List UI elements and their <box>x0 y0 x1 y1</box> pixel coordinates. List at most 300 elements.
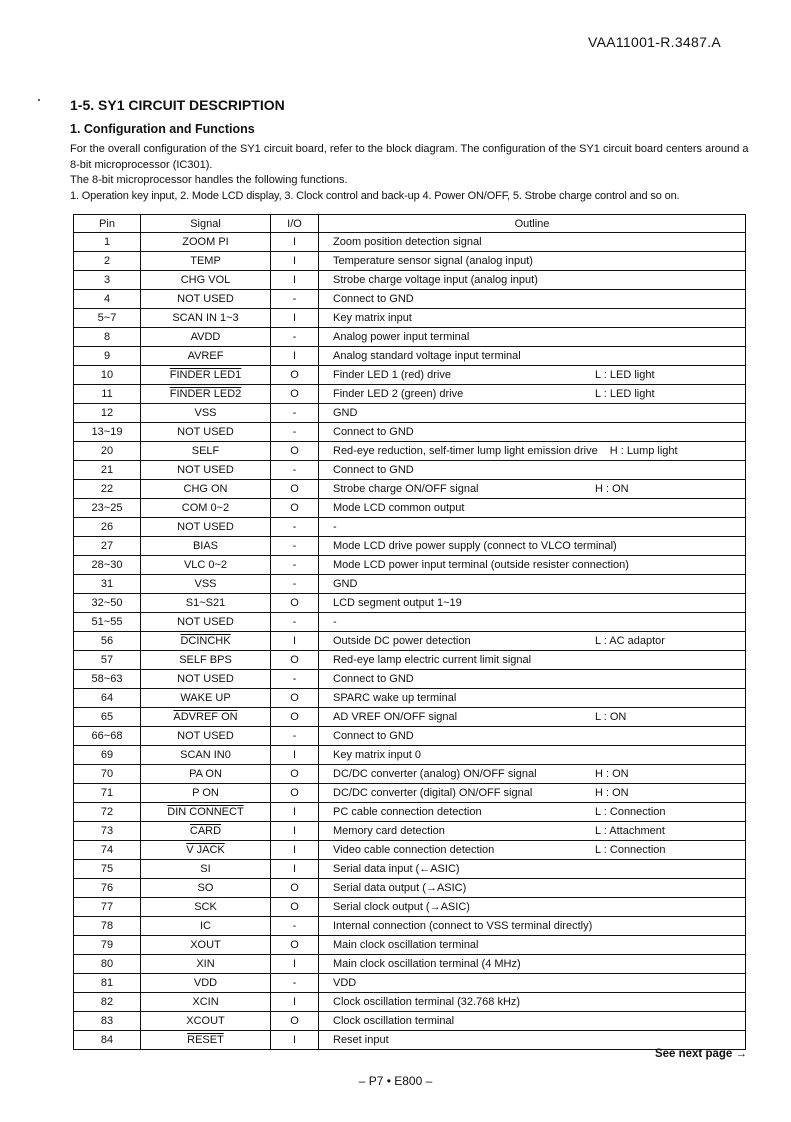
table-row <box>74 727 746 746</box>
pin-cell: 74 <box>74 841 141 860</box>
outline-text: PC cable connection detection <box>333 806 482 818</box>
io-cell: - <box>271 518 319 537</box>
io-cell: I <box>271 955 319 974</box>
outline-text: AD VREF ON/OFF signal <box>333 711 458 723</box>
signal-label: SELF <box>191 445 220 457</box>
table-row <box>74 404 746 423</box>
signal-cell <box>141 1031 271 1050</box>
outline-note: L : Connection <box>595 844 666 856</box>
page-number: – P7 • E800 – <box>358 1074 433 1088</box>
io-cell: I <box>271 347 319 366</box>
outline-cell <box>319 594 746 613</box>
section-title: 1-5. SY1 CIRCUIT DESCRIPTION <box>70 97 285 113</box>
table-row <box>74 803 746 822</box>
table-row <box>74 746 746 765</box>
signal-label: SCAN IN 1~3 <box>172 312 239 324</box>
io-cell: - <box>271 613 319 632</box>
io-cell: I <box>271 860 319 879</box>
table-row <box>74 423 746 442</box>
pin-cell: 77 <box>74 898 141 917</box>
outline-note: L : ON <box>595 711 627 723</box>
outline-cell <box>319 575 746 594</box>
table-row <box>74 499 746 518</box>
signal-label: FINDER LED2 <box>169 388 242 400</box>
outline-cell <box>319 1031 746 1050</box>
outline-text: Finder LED 2 (green) drive <box>333 388 464 400</box>
signal-label: XCOUT <box>186 1015 225 1027</box>
outline-cell <box>319 784 746 803</box>
outline-cell <box>319 955 746 974</box>
io-cell: O <box>271 689 319 708</box>
signal-label: NOT USED <box>177 616 234 628</box>
signal-cell <box>141 689 271 708</box>
outline-cell <box>319 233 746 252</box>
outline-text: Serial data output (→ASIC) <box>333 882 467 894</box>
outline-text: Connect to GND <box>333 673 414 685</box>
outline-cell <box>319 727 746 746</box>
io-cell: - <box>271 423 319 442</box>
io-cell: - <box>271 556 319 575</box>
outline-cell <box>319 841 746 860</box>
pin-cell: 5~7 <box>74 309 141 328</box>
signal-label: RESET <box>187 1034 224 1046</box>
outline-text: SPARC wake up terminal <box>333 692 457 704</box>
table-row <box>74 518 746 537</box>
signal-label: CHG VOL <box>180 274 231 286</box>
table-row <box>74 271 746 290</box>
table-row <box>74 841 746 860</box>
io-cell: O <box>271 442 319 461</box>
table-row <box>74 993 746 1012</box>
outline-cell <box>319 347 746 366</box>
outline-text: Key matrix input 0 <box>333 749 422 761</box>
margin-dot <box>38 99 40 101</box>
io-cell: O <box>271 366 319 385</box>
signal-label: V JACK <box>186 844 225 856</box>
pin-cell: 58~63 <box>74 670 141 689</box>
outline-cell <box>319 556 746 575</box>
outline-text: VDD <box>333 977 357 989</box>
outline-note: H : ON <box>595 768 629 780</box>
outline-text: Finder LED 1 (red) drive <box>333 369 451 381</box>
io-cell: O <box>271 936 319 955</box>
signal-cell <box>141 328 271 347</box>
pin-cell: 9 <box>74 347 141 366</box>
signal-cell <box>141 879 271 898</box>
signal-label: BIAS <box>192 540 219 552</box>
outline-cell <box>319 898 746 917</box>
signal-cell <box>141 898 271 917</box>
outline-cell <box>319 537 746 556</box>
intro-paragraph-1: For the overall configuration of the SY1 circuit board, refer to the block diagram. The configuration of the SY1 circuit board centers around a 8-bit microprocessor (IC301). <box>70 143 749 171</box>
signal-cell <box>141 271 271 290</box>
pin-cell: 80 <box>74 955 141 974</box>
outline-text: Clock oscillation terminal <box>333 1015 455 1027</box>
table-row <box>74 784 746 803</box>
signal-label: VSS <box>194 578 217 590</box>
header-pin: Pin <box>74 215 141 233</box>
header-io: I/O <box>271 215 319 233</box>
pin-cell: 1 <box>74 233 141 252</box>
io-cell: I <box>271 233 319 252</box>
pin-table <box>73 214 746 1050</box>
pin-cell: 8 <box>74 328 141 347</box>
header-signal: Signal <box>141 215 271 233</box>
outline-text: Reset input <box>333 1034 389 1046</box>
table-row <box>74 670 746 689</box>
outline-text: Internal connection (connect to VSS terminal directly) <box>333 920 593 932</box>
table-row <box>74 442 746 461</box>
signal-cell <box>141 480 271 499</box>
outline-cell <box>319 518 746 537</box>
signal-label: XOUT <box>190 939 221 951</box>
table-row <box>74 689 746 708</box>
io-cell: O <box>271 765 319 784</box>
outline-cell <box>319 309 746 328</box>
header-outline: Outline <box>319 215 746 233</box>
outline-note: H : ON <box>595 787 629 799</box>
pin-cell: 76 <box>74 879 141 898</box>
table-row <box>74 480 746 499</box>
io-cell: O <box>271 499 319 518</box>
outline-text: Mode LCD power input terminal (outside resister connection) <box>333 559 629 571</box>
pin-cell: 2 <box>74 252 141 271</box>
table-row <box>74 936 746 955</box>
table-row <box>74 366 746 385</box>
signal-label: DCINCHK <box>180 635 231 647</box>
io-cell: I <box>271 1031 319 1050</box>
outline-cell <box>319 366 746 385</box>
io-cell: I <box>271 841 319 860</box>
outline-note: L : LED light <box>595 388 655 400</box>
outline-text: - <box>333 521 337 533</box>
intro-text <box>70 142 750 204</box>
signal-cell <box>141 860 271 879</box>
outline-text: Clock oscillation terminal (32.768 kHz) <box>333 996 521 1008</box>
pin-cell: 66~68 <box>74 727 141 746</box>
signal-cell <box>141 746 271 765</box>
io-cell: - <box>271 290 319 309</box>
signal-cell <box>141 917 271 936</box>
outline-text: Serial clock output (→ASIC) <box>333 901 470 913</box>
signal-cell <box>141 461 271 480</box>
signal-cell <box>141 347 271 366</box>
signal-cell <box>141 309 271 328</box>
table-row <box>74 233 746 252</box>
signal-label: SELF BPS <box>179 654 232 666</box>
table-row <box>74 822 746 841</box>
pin-cell: 4 <box>74 290 141 309</box>
outline-cell <box>319 670 746 689</box>
signal-label: CHG ON <box>183 483 228 495</box>
pin-cell: 70 <box>74 765 141 784</box>
outline-cell <box>319 328 746 347</box>
signal-label: NOT USED <box>177 521 234 533</box>
outline-cell <box>319 974 746 993</box>
signal-label: VLC 0~2 <box>183 559 228 571</box>
signal-cell <box>141 518 271 537</box>
table-row <box>74 537 746 556</box>
pin-cell: 26 <box>74 518 141 537</box>
pin-cell: 56 <box>74 632 141 651</box>
outline-cell <box>319 936 746 955</box>
signal-label: CARD <box>189 825 222 837</box>
outline-text: Mode LCD common output <box>333 502 465 514</box>
io-cell: O <box>271 898 319 917</box>
table-row <box>74 708 746 727</box>
table-row <box>74 1031 746 1050</box>
signal-cell <box>141 537 271 556</box>
outline-cell <box>319 689 746 708</box>
outline-cell <box>319 765 746 784</box>
outline-cell <box>319 632 746 651</box>
outline-text: Analog power input terminal <box>333 331 470 343</box>
signal-cell <box>141 499 271 518</box>
intro-paragraph-3: 1. Operation key input, 2. Mode LCD display, 3. Clock control and back-up 4. Power ON/OFF, 5. Strobe charge control and so on. <box>70 189 680 202</box>
table-row <box>74 594 746 613</box>
outline-text: Key matrix input <box>333 312 412 324</box>
signal-label: FINDER LED1 <box>169 369 242 381</box>
signal-cell <box>141 765 271 784</box>
signal-label: ADVREF ON <box>173 711 238 723</box>
pin-cell: 64 <box>74 689 141 708</box>
outline-text: Connect to GND <box>333 730 414 742</box>
outline-cell <box>319 480 746 499</box>
pin-cell: 71 <box>74 784 141 803</box>
io-cell: I <box>271 309 319 328</box>
table-row <box>74 556 746 575</box>
outline-text: Strobe charge ON/OFF signal <box>333 483 479 495</box>
outline-cell <box>319 1012 746 1031</box>
io-cell: - <box>271 537 319 556</box>
pin-cell: 82 <box>74 993 141 1012</box>
signal-cell <box>141 575 271 594</box>
io-cell: O <box>271 651 319 670</box>
outline-cell <box>319 613 746 632</box>
outline-cell <box>319 252 746 271</box>
signal-cell <box>141 613 271 632</box>
signal-label: XCIN <box>192 996 219 1008</box>
io-cell: I <box>271 803 319 822</box>
pin-cell: 69 <box>74 746 141 765</box>
outline-text: Red-eye lamp electric current limit signal <box>333 654 532 666</box>
signal-cell <box>141 993 271 1012</box>
intro-paragraph-2: The 8-bit microprocessor handles the following functions. <box>70 174 348 186</box>
pin-cell: 13~19 <box>74 423 141 442</box>
signal-cell <box>141 290 271 309</box>
io-cell: O <box>271 784 319 803</box>
outline-cell <box>319 860 746 879</box>
pin-cell: 84 <box>74 1031 141 1050</box>
io-cell: I <box>271 252 319 271</box>
io-cell: - <box>271 404 319 423</box>
signal-label: COM 0~2 <box>181 502 230 514</box>
outline-text: Red-eye reduction, self-timer lump light emission drive <box>333 445 598 457</box>
signal-label: WAKE UP <box>180 692 231 704</box>
table-row <box>74 613 746 632</box>
signal-cell <box>141 727 271 746</box>
outline-cell <box>319 271 746 290</box>
table-row <box>74 898 746 917</box>
pin-cell: 78 <box>74 917 141 936</box>
signal-cell <box>141 651 271 670</box>
outline-text: Connect to GND <box>333 293 414 305</box>
signal-cell <box>141 955 271 974</box>
signal-label: AVREF <box>187 350 224 362</box>
outline-text: Connect to GND <box>333 464 414 476</box>
pin-cell: 3 <box>74 271 141 290</box>
signal-label: PA ON <box>189 768 222 780</box>
io-cell: - <box>271 461 319 480</box>
signal-cell <box>141 252 271 271</box>
signal-label: NOT USED <box>177 426 234 438</box>
signal-cell <box>141 670 271 689</box>
outline-text: DC/DC converter (digital) ON/OFF signal <box>333 787 533 799</box>
sub-title: 1. Configuration and Functions <box>70 122 255 136</box>
outline-cell <box>319 442 746 461</box>
table-row <box>74 632 746 651</box>
signal-cell <box>141 442 271 461</box>
pin-cell: 20 <box>74 442 141 461</box>
io-cell: O <box>271 1012 319 1031</box>
outline-note: L : AC adaptor <box>595 635 665 647</box>
signal-cell <box>141 803 271 822</box>
pin-cell: 51~55 <box>74 613 141 632</box>
outline-text: Analog standard voltage input terminal <box>333 350 521 362</box>
table-row <box>74 974 746 993</box>
signal-label: SO <box>197 882 214 894</box>
io-cell: I <box>271 632 319 651</box>
table-row <box>74 1012 746 1031</box>
signal-label: AVDD <box>190 331 221 343</box>
io-cell: - <box>271 727 319 746</box>
pin-cell: 65 <box>74 708 141 727</box>
signal-cell <box>141 404 271 423</box>
signal-label: NOT USED <box>177 673 234 685</box>
outline-cell <box>319 993 746 1012</box>
outline-text: Connect to GND <box>333 426 414 438</box>
pin-cell: 79 <box>74 936 141 955</box>
pin-cell: 21 <box>74 461 141 480</box>
signal-label: VSS <box>194 407 217 419</box>
outline-cell <box>319 917 746 936</box>
signal-label: IC <box>200 920 211 932</box>
outline-cell <box>319 404 746 423</box>
pin-cell: 10 <box>74 366 141 385</box>
io-cell: I <box>271 993 319 1012</box>
outline-text: Strobe charge voltage input (analog input) <box>333 274 538 286</box>
table-row <box>74 252 746 271</box>
signal-cell <box>141 784 271 803</box>
signal-cell <box>141 423 271 442</box>
table-row <box>74 290 746 309</box>
see-next-page: See next page → <box>654 1048 747 1060</box>
signal-label: NOT USED <box>177 730 234 742</box>
io-cell: O <box>271 594 319 613</box>
io-cell: O <box>271 708 319 727</box>
signal-cell <box>141 936 271 955</box>
signal-cell <box>141 233 271 252</box>
outline-text: GND <box>333 578 358 590</box>
table-row <box>74 461 746 480</box>
pin-cell: 12 <box>74 404 141 423</box>
pin-cell: 11 <box>74 385 141 404</box>
pin-cell: 31 <box>74 575 141 594</box>
signal-cell <box>141 556 271 575</box>
io-cell: - <box>271 328 319 347</box>
pin-cell: 73 <box>74 822 141 841</box>
signal-cell <box>141 385 271 404</box>
io-cell: - <box>271 575 319 594</box>
outline-note: L : Connection <box>595 806 666 818</box>
outline-cell <box>319 461 746 480</box>
table-row <box>74 917 746 936</box>
table-row <box>74 765 746 784</box>
outline-note: L : LED light <box>595 369 655 381</box>
pin-cell: 28~30 <box>74 556 141 575</box>
table-header-row <box>74 215 746 233</box>
signal-label: XIN <box>196 958 215 970</box>
signal-cell <box>141 1012 271 1031</box>
outline-text: Outside DC power detection <box>333 635 471 647</box>
table-row <box>74 385 746 404</box>
signal-cell <box>141 822 271 841</box>
pin-cell: 32~50 <box>74 594 141 613</box>
document-code: VAA11001-R.3487.A <box>587 34 721 50</box>
outline-text: Main clock oscillation terminal (4 MHz) <box>333 958 521 970</box>
table-row <box>74 309 746 328</box>
io-cell: O <box>271 879 319 898</box>
pin-cell: 83 <box>74 1012 141 1031</box>
outline-cell <box>319 879 746 898</box>
table-row <box>74 347 746 366</box>
pin-cell: 22 <box>74 480 141 499</box>
signal-cell <box>141 974 271 993</box>
io-cell: - <box>271 670 319 689</box>
outline-text: Mode LCD drive power supply (connect to VLCO terminal) <box>333 540 617 552</box>
signal-label: SI <box>200 863 211 875</box>
outline-cell <box>319 499 746 518</box>
table-row <box>74 651 746 670</box>
outline-text: Serial data input (←ASIC) <box>333 863 460 875</box>
outline-note: L : Attachment <box>595 825 665 837</box>
signal-cell <box>141 632 271 651</box>
io-cell: O <box>271 385 319 404</box>
outline-text: Zoom position detection signal <box>333 236 482 248</box>
pin-cell: 23~25 <box>74 499 141 518</box>
outline-cell <box>319 708 746 727</box>
outline-text: LCD segment output 1~19 <box>333 597 462 609</box>
signal-label: NOT USED <box>177 293 234 305</box>
outline-cell <box>319 385 746 404</box>
io-cell: - <box>271 974 319 993</box>
outline-cell <box>319 803 746 822</box>
io-cell: - <box>271 917 319 936</box>
signal-label: NOT USED <box>177 464 234 476</box>
signal-cell <box>141 708 271 727</box>
table-row <box>74 860 746 879</box>
outline-text: - <box>333 616 337 628</box>
table-row <box>74 879 746 898</box>
signal-cell <box>141 366 271 385</box>
pin-cell: 27 <box>74 537 141 556</box>
signal-cell <box>141 594 271 613</box>
signal-cell <box>141 841 271 860</box>
pin-cell: 72 <box>74 803 141 822</box>
io-cell: I <box>271 271 319 290</box>
table-row <box>74 575 746 594</box>
outline-note: H : Lump light <box>609 445 678 457</box>
